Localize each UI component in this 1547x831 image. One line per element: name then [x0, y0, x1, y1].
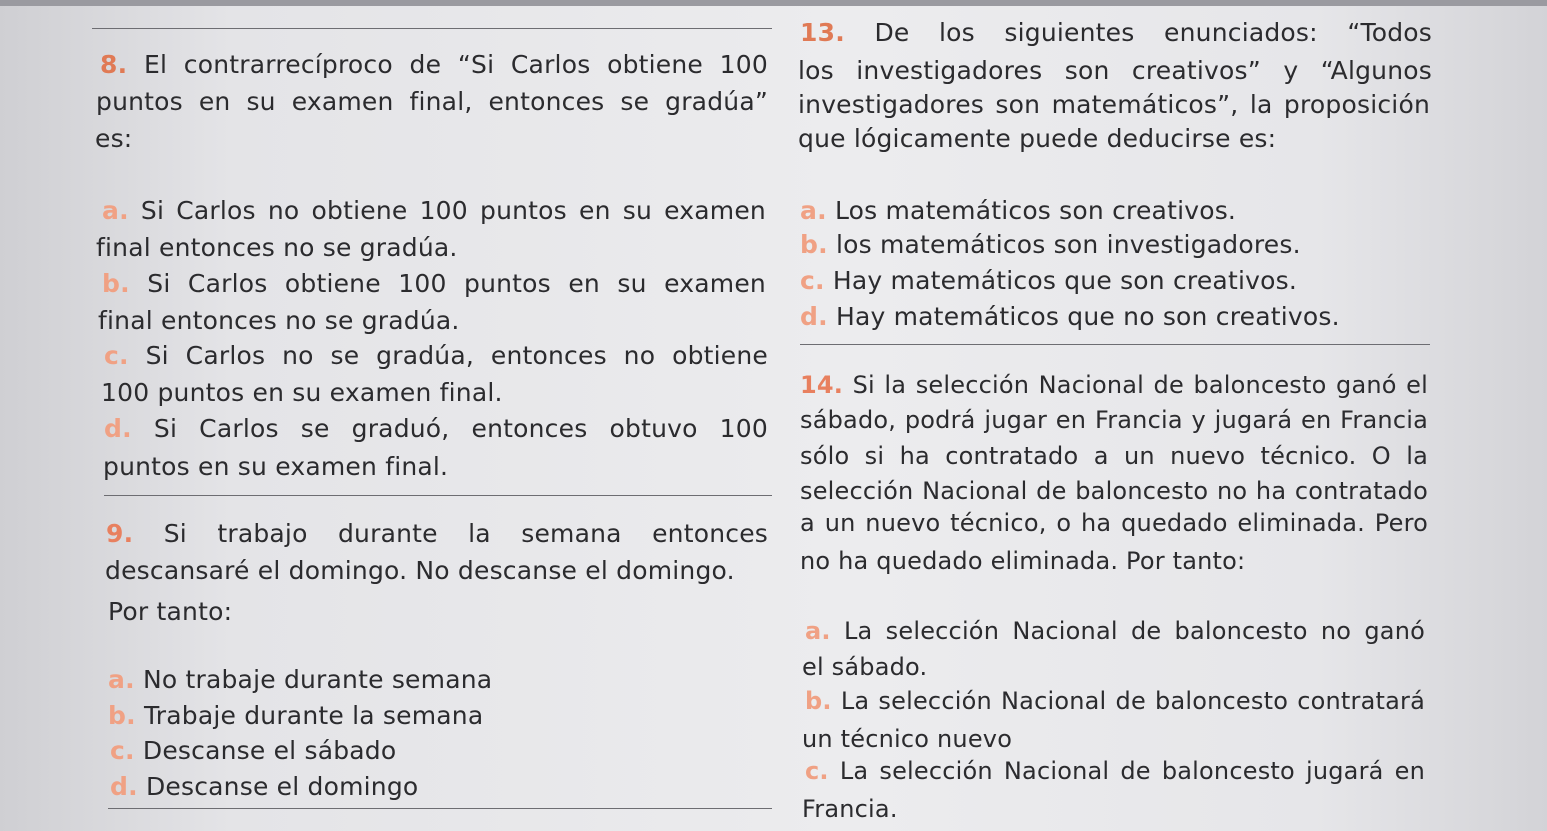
q14-text: a un nuevo técnico, o ha quedado eliminada. Pero	[800, 509, 1428, 537]
q14-text: selección Nacional de baloncesto no ha contratado	[800, 477, 1428, 505]
q13-option-a[interactable]	[800, 196, 1236, 226]
q14-text: no ha quedado eliminada. Por tanto:	[800, 547, 1246, 575]
q8-option-b[interactable]	[102, 269, 766, 299]
option-text: Hay matemáticos que son creativos.	[832, 266, 1297, 295]
option-text: No trabaje durante semana	[142, 665, 493, 694]
option-letter: a.	[805, 617, 831, 645]
q14-line-4	[800, 476, 1428, 506]
q14-text: sábado, podrá jugar en Francia y jugará en Francia	[800, 406, 1428, 434]
q13-option-c[interactable]	[800, 266, 1297, 296]
q8-option-a[interactable]	[102, 196, 766, 226]
q14-text: Si la selección Nacional de baloncesto ganó el	[852, 371, 1428, 399]
q8-text: es:	[95, 124, 133, 153]
q8-number: 8.	[100, 50, 128, 79]
option-text: Descanse el domingo	[145, 772, 419, 801]
option-text: puntos en su examen final.	[103, 452, 449, 481]
q9-line-3	[108, 597, 232, 627]
option-letter: c.	[805, 757, 829, 785]
rule-mid-left	[104, 495, 772, 496]
option-letter: c.	[800, 266, 825, 295]
q8-option-b-cont	[98, 306, 460, 336]
option-letter: d.	[104, 414, 132, 443]
q13-line-3	[798, 90, 1430, 120]
q14-option-a-cont	[802, 652, 927, 682]
q13-text: que lógicamente puede deducirse es:	[798, 124, 1277, 153]
q13-line-2	[798, 56, 1432, 86]
option-text: La selección Nacional de baloncesto contratará	[840, 687, 1425, 715]
q14-line-1	[800, 370, 1428, 400]
q9-option-a[interactable]	[108, 665, 492, 695]
q8-line-3	[95, 124, 132, 154]
option-text: final entonces no se gradúa.	[98, 306, 460, 335]
option-text: el sábado.	[802, 653, 928, 681]
top-edge	[0, 0, 1547, 6]
q13-number: 13.	[800, 18, 845, 47]
q9-line-1	[106, 519, 768, 549]
option-letter: b.	[108, 701, 136, 730]
option-text: Hay matemáticos que no son creativos.	[835, 302, 1340, 331]
q8-option-a-cont	[96, 233, 458, 263]
option-letter: b.	[102, 269, 130, 298]
q14-line-3	[800, 441, 1428, 471]
option-letter: a.	[102, 196, 129, 225]
q13-option-d[interactable]	[800, 302, 1340, 332]
q8-line-2	[96, 87, 768, 117]
option-text: Si Carlos se graduó, entonces obtuvo 100	[153, 414, 768, 443]
q9-line-2	[105, 556, 735, 586]
q9-text: Si trabajo durante la semana entonces	[163, 519, 768, 548]
option-text: final entonces no se gradúa.	[96, 233, 458, 262]
q13-option-b[interactable]	[800, 230, 1301, 260]
option-letter: c.	[104, 341, 129, 370]
q9-text: descansaré el domingo. No descanse el domingo.	[105, 556, 735, 585]
q9-option-d[interactable]	[110, 772, 418, 802]
option-text: los matemáticos son investigadores.	[835, 230, 1301, 259]
q9-text: Por tanto:	[108, 597, 233, 626]
option-letter: d.	[110, 772, 138, 801]
option-text: Si Carlos no se gradúa, entonces no obtiene	[145, 341, 768, 370]
q8-line-1	[100, 50, 768, 80]
q9-option-b[interactable]	[108, 701, 483, 731]
option-letter: c.	[110, 736, 135, 765]
q13-text: De los siguientes enunciados: “Todos	[874, 18, 1432, 47]
q9-number: 9.	[106, 519, 134, 548]
q9-option-c[interactable]	[110, 736, 396, 766]
q13-line-4	[798, 124, 1276, 154]
rule-mid-right	[800, 344, 1430, 345]
option-letter: a.	[108, 665, 135, 694]
q14-line-5	[800, 508, 1428, 538]
q14-line-6	[800, 546, 1245, 576]
option-text: La selección Nacional de baloncesto jugará en	[839, 757, 1425, 785]
q13-text: los investigadores son creativos” y “Algunos	[798, 56, 1432, 85]
option-letter: b.	[805, 687, 832, 715]
rule-top-left	[92, 28, 772, 29]
option-text: Francia.	[802, 795, 898, 823]
option-text: Descanse el sábado	[142, 736, 397, 765]
option-letter: b.	[800, 230, 828, 259]
q13-line-1	[800, 18, 1432, 48]
q13-text: investigadores son matemáticos”, la proposición	[798, 90, 1430, 119]
q8-option-c[interactable]	[104, 341, 768, 371]
option-text: Trabaje durante la semana	[143, 701, 484, 730]
option-text: Si Carlos obtiene 100 puntos en su examen	[147, 269, 766, 298]
q14-option-b[interactable]	[805, 686, 1425, 716]
q14-text: sólo si ha contratado a un nuevo técnico. O la	[800, 442, 1428, 470]
rule-bottom-left	[108, 808, 772, 809]
option-text: Si Carlos no obtiene 100 puntos en su examen	[140, 196, 766, 225]
q14-number: 14.	[800, 371, 844, 399]
q14-option-b-cont	[802, 724, 1012, 754]
option-text: un técnico nuevo	[802, 725, 1013, 753]
q14-option-c[interactable]	[805, 756, 1425, 786]
option-text: Los matemáticos son creativos.	[834, 196, 1237, 225]
q8-text: puntos en su examen final, entonces se gradúa”	[96, 87, 768, 116]
q8-option-d-cont	[103, 452, 448, 482]
option-text: 100 puntos en su examen final.	[101, 378, 503, 407]
option-text: La selección Nacional de baloncesto no ganó	[843, 617, 1425, 645]
q8-option-d[interactable]	[104, 414, 768, 444]
option-letter: a.	[800, 196, 827, 225]
option-letter: d.	[800, 302, 828, 331]
q14-option-a[interactable]	[805, 616, 1425, 646]
q8-text: El contrarrecíproco de “Si Carlos obtiene 100	[143, 50, 768, 79]
q14-option-c-cont	[802, 794, 898, 824]
q8-option-c-cont	[101, 378, 503, 408]
q14-line-2	[800, 405, 1428, 435]
